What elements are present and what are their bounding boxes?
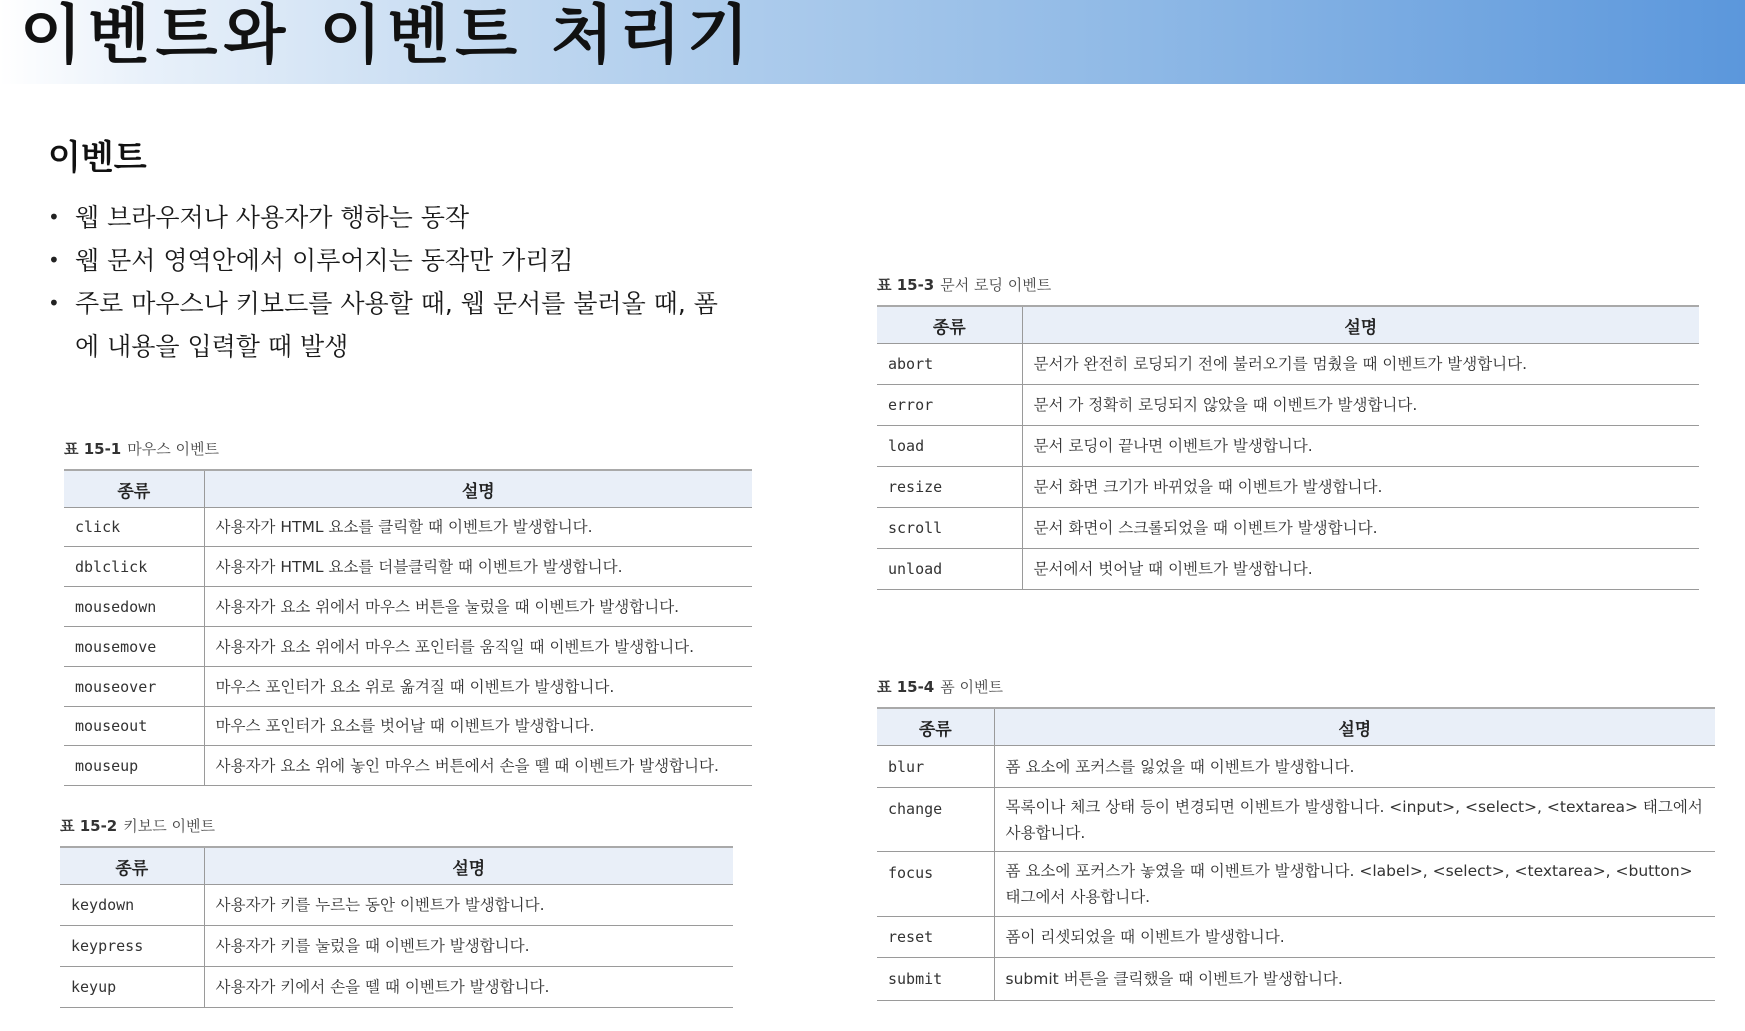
event-term: reset — [877, 917, 994, 958]
event-term: mouseover — [64, 667, 204, 707]
caption-number: 표 15-3 — [877, 276, 935, 294]
table-row — [877, 508, 1699, 549]
event-description: 폼이 리셋되었을 때 이벤트가 발생합니다. — [994, 917, 1715, 958]
document-loading-events-table-block — [877, 275, 1699, 590]
caption-number: 표 15-1 — [64, 440, 122, 458]
bullet-item — [48, 196, 768, 239]
table-row — [64, 627, 752, 667]
table-caption — [60, 816, 733, 836]
table-row — [64, 587, 752, 627]
bullet-text: 주로 마우스나 키보드를 사용할 때, 웹 문서를 불러올 때, 폼에 내용을 입력할 때 발생 — [75, 289, 718, 361]
table-header-row — [877, 306, 1699, 344]
column-header-description: 설명 — [994, 708, 1715, 746]
table-row — [64, 667, 752, 707]
event-description: 문서에서 벗어날 때 이벤트가 발생합니다. — [1022, 549, 1699, 590]
event-description: 사용자가 키를 누르는 동안 이벤트가 발생합니다. — [204, 885, 733, 926]
event-description: 사용자가 HTML 요소를 클릭할 때 이벤트가 발생합니다. — [204, 508, 752, 547]
table-row — [877, 788, 1715, 852]
bullet-item — [48, 282, 735, 368]
event-description: 문서가 완전히 로딩되기 전에 불러오기를 멈췄을 때 이벤트가 발생합니다. — [1022, 344, 1699, 385]
table-row — [877, 958, 1715, 1001]
keyboard-events-table-block — [60, 816, 733, 1008]
slide-title: 이벤트와 이벤트 처리기 — [20, 0, 755, 73]
event-term: change — [877, 788, 994, 852]
event-term: click — [64, 508, 204, 547]
column-header-type: 종류 — [64, 470, 204, 508]
event-term: mousemove — [64, 627, 204, 667]
form-events-table-block — [877, 677, 1715, 1001]
event-description: 사용자가 요소 위에서 마우스 포인터를 움직일 때 이벤트가 발생합니다. — [204, 627, 752, 667]
table-header-row — [60, 847, 733, 885]
table-caption — [64, 439, 752, 459]
caption-text: 폼 이벤트 — [940, 678, 1003, 696]
event-description: submit 버튼을 클릭했을 때 이벤트가 발생합니다. — [994, 958, 1715, 1001]
table-header-row — [64, 470, 752, 508]
column-header-description: 설명 — [1022, 306, 1699, 344]
column-header-type: 종류 — [60, 847, 204, 885]
keyboard-events-table — [60, 846, 733, 1008]
table-row — [877, 426, 1699, 467]
event-term: focus — [877, 852, 994, 917]
event-description: 사용자가 키에서 손을 뗄 때 이벤트가 발생합니다. — [204, 967, 733, 1008]
column-header-description: 설명 — [204, 847, 733, 885]
event-description: 사용자가 HTML 요소를 더블클릭할 때 이벤트가 발생합니다. — [204, 547, 752, 587]
bullet-dot: • — [48, 248, 60, 272]
caption-text: 키보드 이벤트 — [123, 817, 215, 835]
caption-text: 마우스 이벤트 — [127, 440, 219, 458]
table-row — [877, 746, 1715, 788]
table-row — [60, 967, 733, 1008]
event-description: 사용자가 키를 눌렀을 때 이벤트가 발생합니다. — [204, 926, 733, 967]
event-term: unload — [877, 549, 1022, 590]
event-description: 사용자가 요소 위에 놓인 마우스 버튼에서 손을 뗄 때 이벤트가 발생합니다. — [204, 746, 752, 786]
event-description: 마우스 포인터가 요소 위로 옮겨질 때 이벤트가 발생합니다. — [204, 667, 752, 707]
event-description: 폼 요소에 포커스가 놓였을 때 이벤트가 발생합니다. <label>, <select>, <textarea>, <button> 태그에서 사용합니다. — [994, 852, 1715, 917]
table-row — [60, 926, 733, 967]
event-term: dblclick — [64, 547, 204, 587]
bullet-item — [48, 239, 768, 282]
title-bar — [0, 0, 1745, 84]
column-header-type: 종류 — [877, 708, 994, 746]
column-header-description: 설명 — [204, 470, 752, 508]
event-term: error — [877, 385, 1022, 426]
event-description: 문서 화면이 스크롤되었을 때 이벤트가 발생합니다. — [1022, 508, 1699, 549]
bullet-text: 웹 브라우저나 사용자가 행하는 동작 — [75, 203, 470, 232]
event-description: 마우스 포인터가 요소를 벗어날 때 이벤트가 발생합니다. — [204, 707, 752, 746]
table-row — [877, 852, 1715, 917]
document-loading-events-table — [877, 305, 1699, 590]
event-term: submit — [877, 958, 994, 1001]
table-row — [64, 547, 752, 587]
event-description: 문서 화면 크기가 바뀌었을 때 이벤트가 발생합니다. — [1022, 467, 1699, 508]
table-row — [877, 385, 1699, 426]
event-term: load — [877, 426, 1022, 467]
column-header-type: 종류 — [877, 306, 1022, 344]
table-row — [877, 549, 1699, 590]
event-term: abort — [877, 344, 1022, 385]
table-row — [64, 508, 752, 547]
event-description: 목록이나 체크 상태 등이 변경되면 이벤트가 발생합니다. <input>, <select>, <textarea> 태그에서 사용합니다. — [994, 788, 1715, 852]
event-term: blur — [877, 746, 994, 788]
event-description: 사용자가 요소 위에서 마우스 버튼을 눌렀을 때 이벤트가 발생합니다. — [204, 587, 752, 627]
event-term: keypress — [60, 926, 204, 967]
table-caption — [877, 275, 1699, 295]
form-events-table — [877, 707, 1715, 1001]
event-description: 문서 가 정확히 로딩되지 않았을 때 이벤트가 발생합니다. — [1022, 385, 1699, 426]
table-row — [64, 746, 752, 786]
table-row — [64, 707, 752, 746]
mouse-events-table — [64, 469, 752, 786]
caption-text: 문서 로딩 이벤트 — [940, 276, 1052, 294]
event-term: keyup — [60, 967, 204, 1008]
event-term: mouseout — [64, 707, 204, 746]
mouse-events-table-block — [64, 439, 752, 786]
section-heading: 이벤트 — [48, 138, 147, 178]
event-term: mouseup — [64, 746, 204, 786]
table-row — [877, 467, 1699, 508]
table-row — [877, 917, 1715, 958]
table-row — [877, 344, 1699, 385]
caption-number: 표 15-4 — [877, 678, 935, 696]
bullet-dot: • — [48, 291, 60, 315]
event-term: resize — [877, 467, 1022, 508]
bullet-list — [48, 196, 768, 368]
event-term: mousedown — [64, 587, 204, 627]
bullet-text: 웹 문서 영역안에서 이루어지는 동작만 가리킴 — [75, 246, 574, 275]
bullet-dot: • — [48, 205, 60, 229]
event-term: keydown — [60, 885, 204, 926]
event-term: scroll — [877, 508, 1022, 549]
caption-number: 표 15-2 — [60, 817, 118, 835]
event-description: 문서 로딩이 끝나면 이벤트가 발생합니다. — [1022, 426, 1699, 467]
table-header-row — [877, 708, 1715, 746]
table-row — [60, 885, 733, 926]
table-caption — [877, 677, 1715, 697]
event-description: 폼 요소에 포커스를 잃었을 때 이벤트가 발생합니다. — [994, 746, 1715, 788]
